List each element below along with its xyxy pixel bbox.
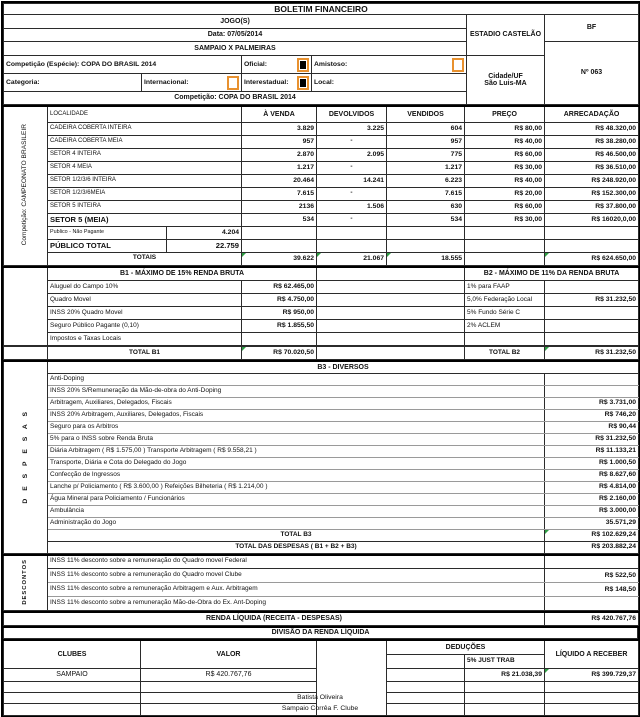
jogos-label: JOGO(S) (4, 15, 467, 29)
b1-item-value: R$ 4.750,00 (242, 294, 317, 307)
localidade-cell: SETOR 4 MEIA (48, 161, 242, 174)
bf-label: BF (545, 15, 639, 42)
gap-cell (317, 267, 465, 281)
desconto-item-label: INSS 11% desconto sobre a remuneração Arbitragem e Aux. Arbitragem (48, 583, 545, 597)
table-row (4, 148, 639, 161)
b1-title: B1 - MÁXIMO DE 15% RENDA BRUTA (48, 267, 317, 281)
col-header-localidade: LOCALIDADE (48, 106, 242, 122)
b1-b2-total-table (3, 346, 639, 360)
clubes-header: CLUBES (4, 640, 141, 668)
b1-item-value (242, 333, 317, 346)
devolvidos-cell: 1.506 (317, 200, 387, 213)
valor-cell: R$ 420.767,76 (141, 668, 317, 681)
city-value: São Luis-MA (484, 80, 527, 87)
competition-line: Competição: COPA DO BRASIL 2014 (4, 92, 467, 105)
localidade-cell: SETOR 1/2/3/6MEIA (48, 187, 242, 200)
table-row (4, 457, 639, 469)
match-date: Data: 07/05/2014 (4, 29, 467, 42)
b3-item-value: R$ 3.731,00 (545, 397, 639, 409)
total-b2-label: TOTAL B2 (465, 347, 545, 360)
table-row (4, 433, 639, 445)
signature-name: Batista Oliveira (297, 694, 343, 701)
a-venda-cell: 2136 (242, 200, 317, 213)
total-b2-value: R$ 31.232,50 (545, 347, 639, 360)
b3-item-label: Anti-Doping (48, 373, 545, 385)
desconto-item-value (545, 555, 639, 569)
valor-header: VALOR (141, 640, 317, 668)
internacional-checkbox[interactable] (227, 76, 239, 90)
desconto-item-label: INSS 11% desconto sobre a remuneração Mão-de-Obra do Ex. Ant-Doping (48, 597, 545, 611)
table-row (4, 597, 639, 611)
b2-item-value (545, 281, 639, 294)
empty-cell (465, 226, 545, 239)
b3-item-value: R$ 746,20 (545, 409, 639, 421)
table-row (4, 122, 639, 135)
b3-item-label: Administração do Jogo (48, 517, 545, 529)
table-row (4, 373, 639, 385)
table-row (4, 517, 639, 529)
totais-row (4, 252, 639, 265)
b2-item-label: 5% Fundo Série C (465, 307, 545, 320)
gap-cell (317, 281, 465, 294)
localidade-cell: SETOR 4 INTEIRA (48, 148, 242, 161)
desconto-item-label: INSS 11% desconto sobre a remuneração do Quadro movel Federal (48, 555, 545, 569)
b1-item-label: Seguro Público Pagante (0,10) (48, 320, 242, 333)
descontos-sidebar-label: DESCONTOS (22, 558, 29, 605)
b2-item-value (545, 320, 639, 333)
b1-b2-table (3, 266, 639, 347)
descontos-sidebar (4, 555, 48, 611)
table-row (4, 385, 639, 397)
total-row (4, 347, 639, 360)
table-row (4, 333, 639, 346)
b1-item-label: INSS 20% Quadro Movel (48, 307, 242, 320)
b3-item-value: R$ 11.133,21 (545, 445, 639, 457)
table-row (4, 307, 639, 320)
gap-cell (317, 347, 465, 360)
table-row (4, 481, 639, 493)
total-b3-label: TOTAL B3 (48, 529, 545, 541)
b3-table (3, 360, 639, 554)
arrecadacao-cell: R$ 36.510,00 (545, 161, 639, 174)
table-row (4, 421, 639, 433)
just-trab-header: 5% JUST TRAB (465, 654, 545, 668)
b2-item-label: 1% para FAAP (465, 281, 545, 294)
receitas-table (3, 105, 639, 266)
empty-cell (317, 226, 387, 239)
desconto-item-value: R$ 148,50 (545, 583, 639, 597)
b1-item-label: Aluguel do Campo 10% (48, 281, 242, 294)
b3-item-label: Arbitragem, Auxiliares, Delegados, Fiscais (48, 397, 545, 409)
b2-item-label: 2% ACLEM (465, 320, 545, 333)
city-cell (467, 56, 545, 105)
vendidos-cell: 957 (387, 135, 465, 148)
empty-cell (545, 226, 639, 239)
publico-total-value: 22.759 (167, 239, 242, 252)
empty-cell (387, 681, 465, 692)
renda-liquida-table (3, 611, 639, 626)
receitas-sidebar (4, 106, 48, 265)
b3-item-label: Água Mineral para Policiamento / Funcionários (48, 493, 545, 505)
table-row (4, 213, 639, 226)
internacional-label: Internacional: (144, 78, 189, 86)
localidade-cell: CADEIRA COBERTA MEIA (48, 135, 242, 148)
devolvidos-cell: - (317, 135, 387, 148)
b3-item-value (545, 385, 639, 397)
arrecadacao-cell: R$ 46.500,00 (545, 148, 639, 161)
b3-item-label: Ambulância (48, 505, 545, 517)
amistoso-cell (312, 56, 467, 74)
b2-title: B2 - MÁXIMO DE 11% DA RENDA BRUTA (465, 267, 639, 281)
empty-cell (465, 239, 545, 252)
bf-number: Nº 063 (545, 42, 639, 105)
total-despesas-value: R$ 203.882,24 (545, 541, 639, 553)
divisao-header-table (3, 626, 638, 640)
total-b1-label: TOTAL B1 (48, 347, 242, 360)
sidebar-spacer (4, 347, 48, 360)
deducoes-header: DEDUÇÕES (387, 640, 545, 654)
interestadual-cell (242, 74, 312, 92)
totais-devolvidos: 21.067 (317, 252, 387, 265)
table-row (4, 469, 639, 481)
b1-item-label: Impostos e Taxas Locais (48, 333, 242, 346)
table-row (4, 555, 639, 569)
signature-block (0, 693, 640, 715)
totais-label: TOTAIS (48, 252, 242, 265)
city-label: Cidade/UF (488, 72, 523, 80)
localidade-cell: CADEIRA COBERTA INTEIRA (48, 122, 242, 135)
a-venda-cell: 1.217 (242, 161, 317, 174)
renda-liquida-label: RENDA LÍQUIDA (RECEITA - DESPESAS) (4, 612, 545, 625)
preco-cell: R$ 20,00 (465, 187, 545, 200)
internacional-cell (142, 74, 242, 92)
interestadual-checkbox[interactable] (297, 76, 309, 90)
totais-vendidos: 18.555 (387, 252, 465, 265)
vendidos-cell: 6.223 (387, 174, 465, 187)
document-sheet (2, 2, 639, 717)
table-row (4, 226, 639, 239)
table-row (4, 409, 639, 421)
total-despesas-label: TOTAL DAS DESPESAS ( B1 + B2 + B3) (48, 541, 545, 553)
table-row (4, 505, 639, 517)
stadium-name: ESTADIO CASTELÃO (467, 15, 545, 56)
vendidos-cell: 775 (387, 148, 465, 161)
table-row (4, 187, 639, 200)
preco-cell: R$ 80,00 (465, 122, 545, 135)
vendidos-cell: 534 (387, 213, 465, 226)
renda-liquida-value: R$ 420.767,76 (545, 612, 639, 625)
table-row (4, 200, 639, 213)
despesas-sidebar-label: D E S P E S A S (21, 408, 29, 504)
b3-item-value: R$ 4.814,00 (545, 481, 639, 493)
b1-item-label: Quadro Movel (48, 294, 242, 307)
table-row (4, 294, 639, 307)
devolvidos-cell: 3.225 (317, 122, 387, 135)
totais-arrecadacao: R$ 624.650,00 (545, 252, 639, 265)
arrecadacao-cell: R$ 16020,0,00 (545, 213, 639, 226)
despesas-sidebar (4, 361, 48, 553)
empty-cell (242, 239, 317, 252)
b3-item-value: R$ 3.000,00 (545, 505, 639, 517)
desconto-item-label: INSS 11% desconto sobre a remuneração do Quadro movel Clube (48, 569, 545, 583)
table-row (4, 135, 639, 148)
localidade-cell: SETOR 5 INTEIRA (48, 200, 242, 213)
col-header-preco: PREÇO (465, 106, 545, 122)
oficial-cell (242, 56, 312, 74)
col-header-arrecadacao: ARRECADAÇÃO (545, 106, 639, 122)
a-venda-cell: 2.870 (242, 148, 317, 161)
liquido-cell: R$ 399.729,37 (545, 668, 639, 681)
preco-cell: R$ 40,00 (465, 135, 545, 148)
b1-b2-sidebar (4, 267, 48, 346)
amistoso-checkbox[interactable] (452, 58, 464, 72)
receitas-sidebar-label: Competição: CAMPEONATO BRASILEIR (21, 123, 29, 246)
a-venda-cell: 20.464 (242, 174, 317, 187)
b3-item-label: INSS 20% S/Remuneração da Mão-de-obra do Anti-Doping (48, 385, 545, 397)
vendidos-cell: 1.217 (387, 161, 465, 174)
table-row (4, 569, 639, 583)
b2-item-value (545, 307, 639, 320)
b3-item-value (545, 373, 639, 385)
a-venda-cell: 957 (242, 135, 317, 148)
b3-item-value: R$ 31.232,50 (545, 433, 639, 445)
interestadual-label: Interestadual: (244, 78, 289, 86)
arrecadacao-cell: R$ 248.920,00 (545, 174, 639, 187)
deducao-subcol-empty (387, 654, 465, 668)
header-table (3, 3, 639, 105)
b3-item-label: Diária Arbitragem ( R$ 1.575,00 ) Transporte Arbitragem ( R$ 9.558,21 ) (48, 445, 545, 457)
arrecadacao-cell: R$ 48.320,00 (545, 122, 639, 135)
vendidos-cell: 7.615 (387, 187, 465, 200)
b2-item-label (465, 333, 545, 346)
a-venda-cell: 7.615 (242, 187, 317, 200)
gap-cell (317, 307, 465, 320)
localidade-cell: SETOR 1/2/3/6 INTEIRA (48, 174, 242, 187)
totais-a-venda: 39.622 (242, 252, 317, 265)
gap-cell (317, 320, 465, 333)
publico-nao-pagante-value: 4.204 (167, 226, 242, 239)
devolvidos-cell: 2.095 (317, 148, 387, 161)
table-row (4, 320, 639, 333)
b3-item-label: Seguro para os Arbitros (48, 421, 545, 433)
arrecadacao-cell: R$ 152.300,00 (545, 187, 639, 200)
local-label: Local: (312, 74, 467, 92)
vendidos-cell: 630 (387, 200, 465, 213)
b1-item-value: R$ 1.855,50 (242, 320, 317, 333)
table-row (4, 397, 639, 409)
col-header-vendidos: VENDIDOS (387, 106, 465, 122)
b3-item-value: R$ 1.000,50 (545, 457, 639, 469)
col-header-a-venda: À VENDA (242, 106, 317, 122)
page-title: BOLETIM FINANCEIRO (4, 4, 639, 15)
divisao-title: DIVISÃO DA RENDA LÍQUIDA (4, 627, 638, 639)
b3-item-value: R$ 90,44 (545, 421, 639, 433)
empty-cell (465, 252, 545, 265)
total-row (4, 529, 639, 541)
table-row (4, 281, 639, 294)
b1-item-value: R$ 62.465,00 (242, 281, 317, 294)
b3-item-value: R$ 2.160,00 (545, 493, 639, 505)
preco-cell: R$ 30,00 (465, 161, 545, 174)
competition-species: Competição (Espécie): COPA DO BRASIL 2014 (4, 56, 242, 74)
total-row (4, 541, 639, 553)
empty-cell (545, 681, 639, 692)
clube-cell: SAMPAIO (4, 668, 141, 681)
col-header-devolvidos: DEVOLVIDOS (317, 106, 387, 122)
deducao-cell-empty (387, 668, 465, 681)
empty-cell (4, 681, 141, 692)
table-row (4, 174, 639, 187)
b2-item-value (545, 333, 639, 346)
a-venda-cell: 534 (242, 213, 317, 226)
match-title: SAMPAIO X PALMEIRAS (4, 42, 467, 56)
empty-cell (387, 239, 465, 252)
b2-item-label: 5,0% Federação Local (465, 294, 545, 307)
empty-cell (317, 239, 387, 252)
empty-cell (387, 226, 465, 239)
table-row (4, 445, 639, 457)
signature-club: Sampaio Corrêa F. Clube (281, 704, 359, 712)
deducao-cell: R$ 21.038,39 (465, 668, 545, 681)
table-row (4, 239, 639, 252)
arrecadacao-cell: R$ 37.800,00 (545, 200, 639, 213)
gap-cell (317, 294, 465, 307)
preco-cell: R$ 60,00 (465, 148, 545, 161)
table-row (4, 161, 639, 174)
b1-item-value: R$ 950,00 (242, 307, 317, 320)
gap-cell (317, 333, 465, 346)
descontos-table (3, 554, 639, 612)
a-venda-cell: 3.829 (242, 122, 317, 135)
b2-item-value: R$ 31.232,50 (545, 294, 639, 307)
b3-item-label: 5% para o INSS sobre Renda Bruta (48, 433, 545, 445)
desconto-item-value: R$ 522,50 (545, 569, 639, 583)
table-row (4, 583, 639, 597)
localidade-cell: SETOR 5 (MEIA) (48, 213, 242, 226)
total-b1-value: R$ 70.020,50 (242, 347, 317, 360)
empty-cell (242, 226, 317, 239)
b3-title: B3 - DIVERSOS (48, 361, 639, 373)
vendidos-cell: 604 (387, 122, 465, 135)
b3-item-value: R$ 8.627,60 (545, 469, 639, 481)
preco-cell: R$ 40,00 (465, 174, 545, 187)
b3-item-label: Lanche p/ Policiamento ( R$ 3.600,00 ) Refeições Bilheteria ( R$ 1.214,00 ) (48, 481, 545, 493)
b3-item-label: Confecção de Ingressos (48, 469, 545, 481)
total-b3-value: R$ 102.629,24 (545, 529, 639, 541)
empty-cell (545, 239, 639, 252)
b3-item-label: INSS 20% Arbitragem, Auxiliares, Delegados, Fiscais (48, 409, 545, 421)
arrecadacao-cell: R$ 38.280,00 (545, 135, 639, 148)
categoria-label: Categoria: (4, 74, 142, 92)
preco-cell: R$ 30,00 (465, 213, 545, 226)
table-row (4, 493, 639, 505)
publico-nao-pagante-label: Publico - Não Pagante (48, 226, 167, 239)
desconto-item-value (545, 597, 639, 611)
b3-item-label: Transporte, Diária e Cota do Delegado do Jogo (48, 457, 545, 469)
amistoso-label: Amistoso: (314, 60, 348, 68)
devolvidos-cell: - (317, 161, 387, 174)
publico-total-label: PÚBLICO TOTAL (48, 239, 167, 252)
preco-cell: R$ 60,00 (465, 200, 545, 213)
devolvidos-cell: - (317, 187, 387, 200)
liquido-header: LÍQUIDO A RECEBER (545, 640, 639, 668)
empty-cell (465, 681, 545, 692)
devolvidos-cell: - (317, 213, 387, 226)
oficial-label: Oficial: (244, 60, 268, 68)
b3-item-value: 35.571,29 (545, 517, 639, 529)
empty-cell (141, 681, 317, 692)
oficial-checkbox[interactable] (297, 58, 309, 72)
devolvidos-cell: 14.241 (317, 174, 387, 187)
